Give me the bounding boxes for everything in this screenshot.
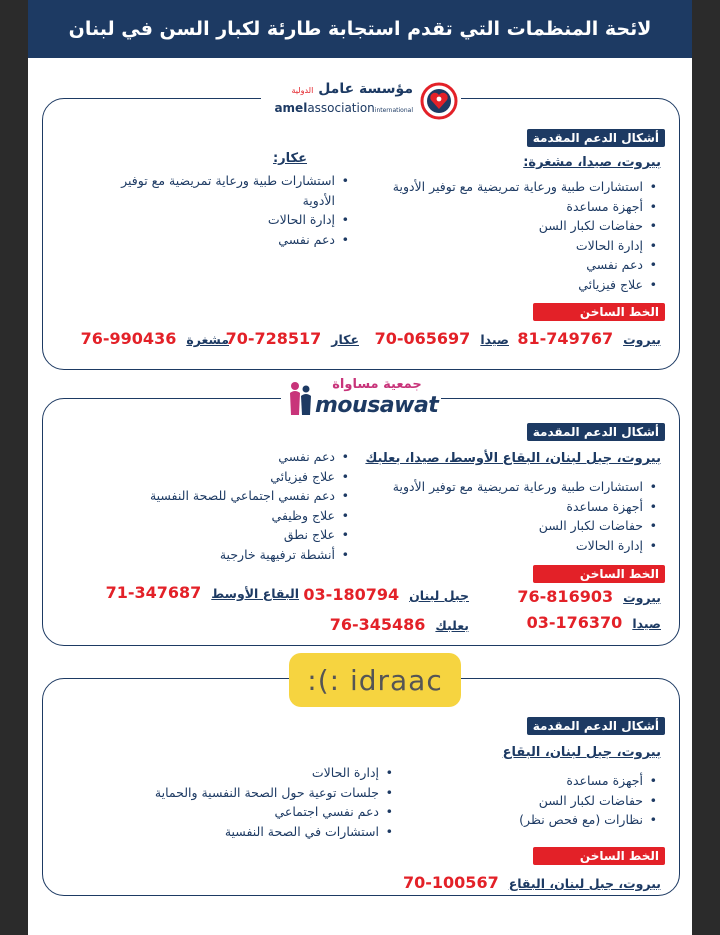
idraac-main-list [401, 771, 661, 830]
idraac-hotline-heading: الخط الساخن [533, 847, 665, 865]
list-item: • إدارة الحالات [87, 763, 397, 783]
list-item: • إدارة الحالات [351, 236, 661, 256]
amel-card [42, 81, 680, 370]
list-item: • استشارات طبية ورعاية تمريضية مع توفير الأدوية [351, 477, 661, 497]
amel-logo-arabic: مؤسسة عامل الدولية [291, 81, 413, 97]
amel-hotline-2: عكار 70-728517 [225, 329, 359, 348]
amel-region-secondary: عكار: [272, 151, 307, 166]
mousawat-logo-english: mousawat [315, 393, 439, 418]
amel-hotline-1: صيدا 70-065697 [374, 329, 509, 348]
list-item: • جلسات توعية حول الصحة النفسية والحماية [87, 783, 397, 803]
page-title: لائحة المنظمات التي تقدم استجابة طارئة لكبار السن في لبنان [28, 0, 692, 58]
list-item: • أنشطة ترفيهية خارجية [83, 545, 353, 565]
list-item: • علاج نطق [83, 525, 353, 545]
mousawat-support-heading: أشكال الدعم المقدمة [527, 423, 665, 441]
list-item: • علاج فيزيائي [351, 275, 661, 295]
mousawat-logo [281, 377, 441, 421]
list-item: • إدارة الحالات [113, 210, 353, 230]
list-item: • علاج فيزيائي [83, 467, 353, 487]
mousawat-logo-arabic: جمعية مساواة [332, 377, 422, 392]
idraac-logo-text: :(: idraac [307, 663, 443, 697]
mousawat-hotline-0: بيروت 76-816903 [517, 587, 661, 606]
mousawat-hotline-3: صيدا 03-176370 [526, 613, 661, 632]
mousawat-region-main: بيروت، جبل لبنان، البقاع الأوسط، صيدا، بعلبك [365, 451, 661, 466]
amel-main-list [351, 177, 661, 294]
amel-secondary-list [113, 171, 353, 249]
idraac-support-heading: أشكال الدعم المقدمة [527, 717, 665, 735]
list-item: • حفاضات لكبار السن [401, 791, 661, 811]
amel-logo-english: amelassociationinternational [274, 101, 413, 115]
list-item: • استشارات في الصحة النفسية [87, 822, 397, 842]
list-item: • أجهزة مساعدة [351, 497, 661, 517]
list-item: • دعم نفسي اجتماعي للصحة النفسية [83, 486, 353, 506]
amel-heart-icon [419, 81, 459, 121]
mousawat-hotline-2: البقاع الأوسط 71-347687 [105, 583, 299, 602]
idraac-card [42, 663, 680, 896]
amel-hotline-0: بيروت 81-749767 [517, 329, 661, 348]
amel-support-heading: أشكال الدعم المقدمة [527, 129, 665, 147]
mousawat-card [42, 377, 680, 646]
page [28, 0, 692, 935]
mousawat-hotline-1: جبل لبنان 03-180794 [303, 585, 469, 604]
idraac-region-main: بيروت، جبل لبنان، البقاع [502, 745, 661, 760]
list-item: • دعم نفسي [351, 255, 661, 275]
amel-region-main: بيروت، صيدا، مشغرة: [523, 155, 661, 170]
mousawat-main-list [351, 477, 661, 555]
amel-hotline-heading: الخط الساخن [533, 303, 665, 321]
list-item: • أجهزة مساعدة [351, 197, 661, 217]
mousawat-hotline-heading: الخط الساخن [533, 565, 665, 583]
list-item: • إدارة الحالات [351, 536, 661, 556]
list-item: • نظارات (مع فحص نظر) [401, 810, 661, 830]
amel-hotline-3: مشغرة 76-990436 [80, 329, 229, 348]
list-item: • استشارات طبية ورعاية تمريضية مع توفير الأدوية [113, 171, 353, 210]
mousawat-secondary-list [83, 447, 353, 564]
idraac-secondary-list [87, 763, 397, 841]
list-item: • حفاضات لكبار السن [351, 516, 661, 536]
list-item: • حفاضات لكبار السن [351, 216, 661, 236]
list-item: • علاج وظيفي [83, 506, 353, 526]
list-item: • أجهزة مساعدة [401, 771, 661, 791]
idraac-hotline-0: بيروت، جبل لبنان، البقاع 70-100567 [403, 873, 661, 892]
list-item: • استشارات طبية ورعاية تمريضية مع توفير الأدوية [351, 177, 661, 197]
list-item: • دعم نفسي [83, 447, 353, 467]
list-item: • دعم نفسي [113, 230, 353, 250]
amel-logo [261, 81, 461, 121]
idraac-logo [289, 653, 461, 707]
mousawat-figures-icon [285, 379, 315, 419]
list-item: • دعم نفسي اجتماعي [87, 802, 397, 822]
mousawat-hotline-4: بعلبك 76-345486 [329, 615, 469, 634]
